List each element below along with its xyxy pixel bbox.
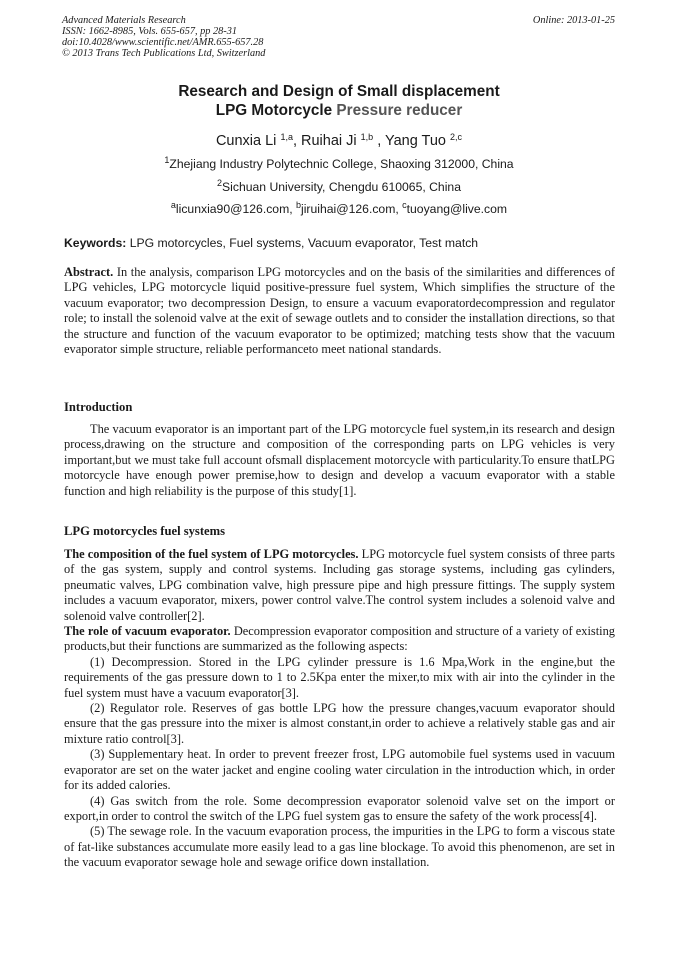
- email-a-sup: a: [170, 200, 176, 210]
- list-item: (1) Decompression. Stored in the LPG cylinder pressure is 1.6 Mpa,Work in the engine,but the requirements of the gas pressure down to 1 to 2.5Kpa enter the mixer,to mix with air into the cylinder in the fuel system must have a vacuum evaporator[3].: [64, 654, 615, 700]
- section2-heading: LPG motorcycles fuel systems: [64, 524, 226, 538]
- composition-text: LPG motorcycle fuel system consists of three parts of the gas system, supply and control systems. Including gas storage systems, including gas cylinders, pneumatic valves, LPG combination valve, high pressure pipe and high pressure fittings. The supply system includes a vacuum evaporator, mixers, power control valve.The control system includes a solenoid valve and solenoid valve controller[2].: [64, 547, 615, 623]
- issn-line: ISSN: 1662-8985, Vols. 655-657, pp 28-31: [62, 26, 238, 37]
- online-date: Online: 2013-01-25: [532, 15, 615, 26]
- aff1-text: Zhejiang Industry Polytechnic College, Shaoxing 312000, China: [169, 157, 514, 171]
- email-line: [0, 202, 678, 216]
- composition-label: The composition of the fuel system of LPG motorcycles.: [64, 547, 359, 561]
- affiliation-2: [0, 180, 678, 194]
- author-3: , Yang Tuo: [373, 133, 451, 149]
- title-line-1: Research and Design of Small displacement: [178, 83, 500, 100]
- affiliation-1: [0, 157, 678, 171]
- keywords: [64, 236, 615, 250]
- author-2: , Ruihai Ji: [292, 133, 361, 149]
- email-c-sup: c: [402, 200, 407, 210]
- author-2-sup: 1,b: [360, 132, 374, 142]
- introduction: [64, 422, 615, 499]
- section2-heading-block: [64, 524, 615, 539]
- composition-paragraph: [64, 547, 615, 871]
- abstract-label: Abstract.: [64, 265, 114, 279]
- title-line-2: [40, 101, 638, 120]
- email-b[interactable]: jiruihai@126.com,: [301, 202, 403, 216]
- journal-name: Advanced Materials Research: [62, 15, 186, 26]
- title-line-2a: LPG Motorcycle: [215, 102, 337, 119]
- aff2-sup: 2: [217, 178, 223, 188]
- aff2-text: Sichuan University, Chengdu 610065, China: [222, 180, 461, 194]
- email-c[interactable]: tuoyang@live.com: [406, 202, 508, 216]
- keywords-label: Keywords:: [64, 236, 127, 250]
- list-item: (2) Regulator role. Reserves of gas bottle LPG how the pressure changes,vacuum evaporator should ensure that the gas pressure into the mixer is almost constant,in order to achieve a relatively stable gas and air mixture ratio control[3].: [64, 701, 615, 746]
- author-3-sup: 2,c: [450, 132, 463, 142]
- page-header: [62, 15, 615, 59]
- intro-text: The vacuum evaporator is an important part of the LPG motorcycle fuel system,in its research and design process,drawing on the structure and composition of the corresponding parts on LPG vehicles is very important,but we must take full account ofsmall displacement motorcycle with particularity.To ensure thatLPG motorcycle have enough power premise,how to design and develop a vacuum evaporator with a stable function and high reliability is the purpose of this study[1].: [64, 422, 615, 498]
- abstract-text: In the analysis, comparison LPG motorcycles and on the basis of the similarities and differences of LPG vehicles, LPG motorcycle liquid positive-pressure fuel system, Which simplifies the structure of the vacuum evaporator; two decompression Design, to ensure a vacuum evaporatordecompression and regulator role; to install the solenoid valve at the exit of sewage outlets and to consider the installation directions, so that the structure and function of the vacuum evaporator to be optimized; matching tests show that the vacuum evaporator simple structure, reliable performanceto meet national standards.: [64, 265, 615, 357]
- list-item: (4) Gas switch from the role. Some decompression evaporator solenoid valve set on the import or export,in order to control the switch of the LPG fuel system gas to ensure the safety of the work process[4].: [64, 793, 615, 823]
- abstract: [64, 265, 615, 357]
- paper-title: [40, 82, 638, 120]
- doi-line[interactable]: doi:10.4028/www.scientific.net/AMR.655-657.28: [62, 37, 264, 48]
- aff1-sup: 1: [164, 155, 170, 165]
- list-item: (3) Supplementary heat. In order to prevent freezer frost, LPG automobile fuel systems used in vacuum evaporator are set on the water jacket and engine cooling water circulation in the introduction which, in order for its added calories.: [64, 747, 615, 793]
- copyright-line: © 2013 Trans Tech Publications Ltd, Switzerland: [62, 48, 266, 59]
- email-b-sup: b: [296, 200, 302, 210]
- author-list: [0, 133, 678, 149]
- email-a[interactable]: licunxia90@126.com,: [175, 202, 296, 216]
- list-item: (5) The sewage role. In the vacuum evaporation process, the impurities in the LPG to form a viscous state of fat-like substances accumulate more easily lead to a gas line blockage. To avoid this phenomenon, are set in the vacuum evaporator sewage hole and sewage orifice down installation.: [64, 824, 615, 870]
- role-text: Decompression evaporator composition and structure of a variety of existing products,but their functions are summarized as the following aspects:: [64, 624, 616, 654]
- title-line-2b: Pressure reducer: [336, 102, 463, 119]
- intro-heading: Introduction: [64, 400, 133, 414]
- intro-heading-block: [64, 400, 615, 415]
- role-label: The role of vacuum evaporator.: [64, 624, 231, 639]
- author-1-sup: 1,a: [280, 132, 293, 142]
- keywords-text: LPG motorcycles, Fuel systems, Vacuum evaporator, Test match: [126, 236, 479, 250]
- author-1: Cunxia Li: [215, 133, 281, 149]
